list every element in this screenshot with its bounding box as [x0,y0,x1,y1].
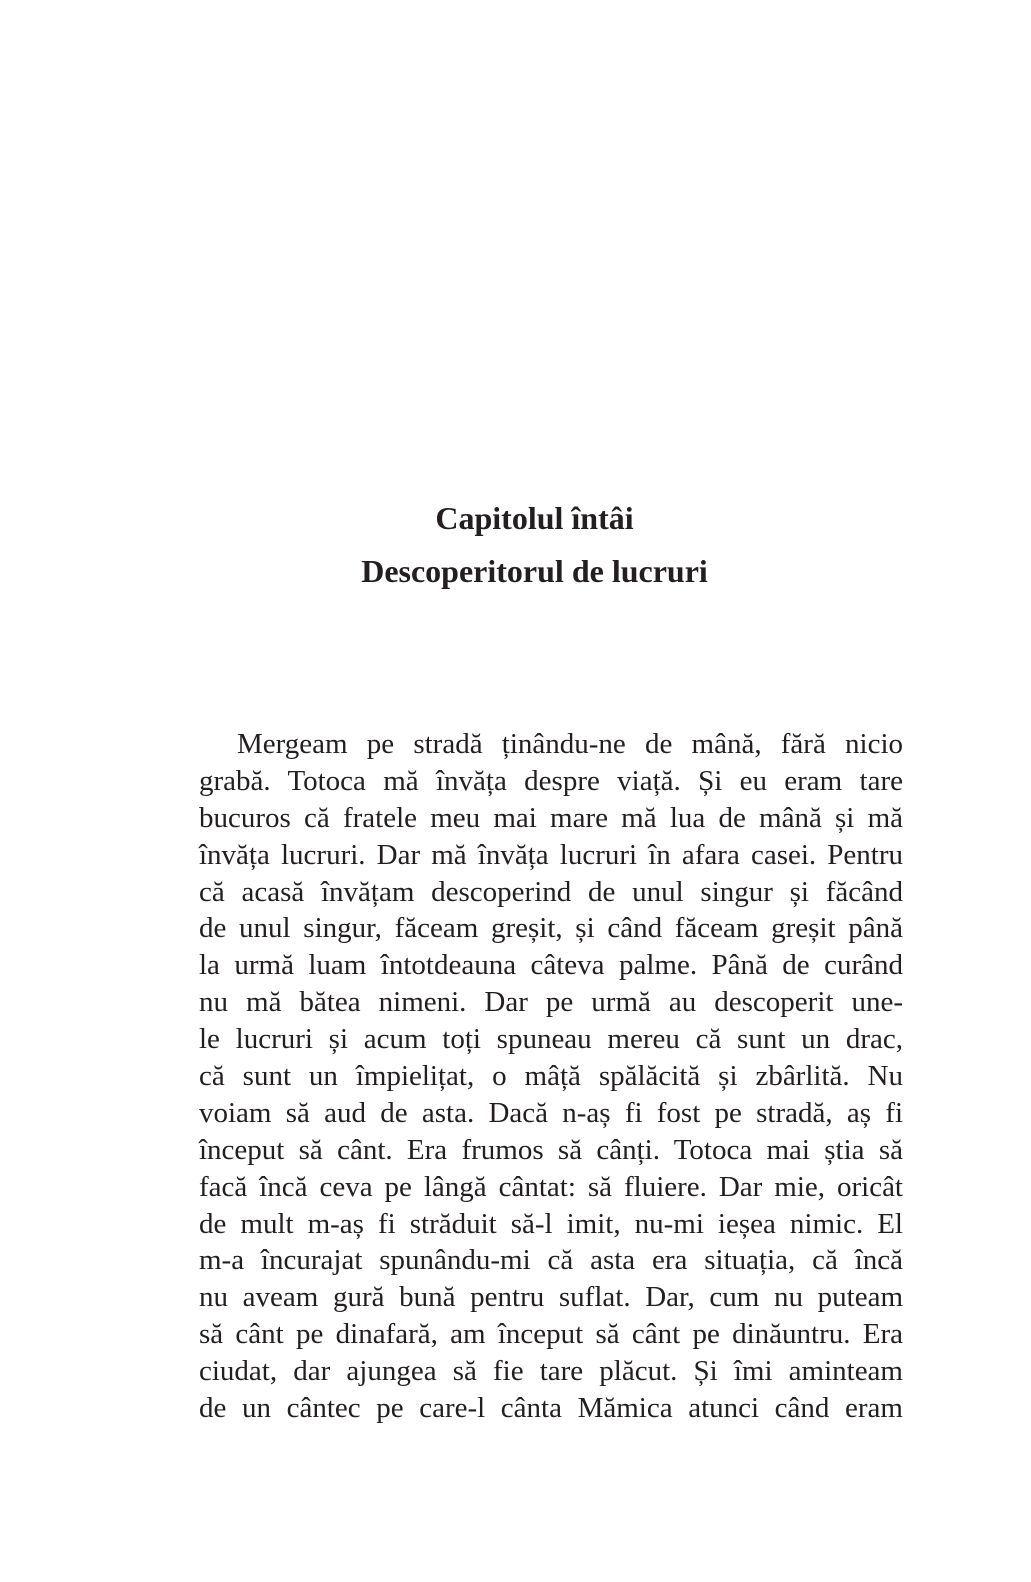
paragraph-line: nu aveam gură bună pentru suflat. Dar, cum nu puteam [199,1281,903,1314]
chapter-heading [0,496,1031,593]
paragraph-line: le lucruri și acum toți spuneau mereu că sunt un drac, [199,1023,903,1056]
paragraph-line: facă încă ceva pe lângă cântat: să fluiere. Dar mie, oricât [199,1170,903,1203]
paragraph-line: de un cântec pe care-l cânta Mămica atunci când eram [199,1392,903,1425]
paragraph-line: m-a încurajat spunându-mi că asta era situația, că încă [199,1244,903,1277]
paragraph-line: de mult m-aș fi străduit să-l imit, nu-mi ieșea nimic. El [199,1207,903,1240]
paragraph-line: învăța lucruri. Dar mă învăța lucruri în afara casei. Pentru [199,838,903,871]
paragraph-line: voiam să aud de asta. Dacă n-aș fi fost pe stradă, aș fi [199,1096,903,1129]
paragraph-line: să cânt pe dinafară, am început să cânt pe dinăuntru. Era [199,1318,903,1351]
paragraph-line: început să cânt. Era frumos să cânți. Totoca mai știa să [199,1133,903,1166]
paragraph-line: ciudat, dar ajungea să fie tare plăcut. Și îmi aminteam [199,1355,903,1388]
paragraph-line: grabă. Totoca mă învăța despre viață. Și eu eram tare [199,764,903,797]
chapter-paragraph [199,726,903,1427]
paragraph-line: bucuros că fratele meu mai mare mă lua de mână și mă [199,801,903,834]
paragraph-line: că acasă învățam descoperind de unul singur și făcând [199,875,903,908]
chapter-number: Capitolul întâi [435,500,634,536]
paragraph-line: că sunt un împielițat, o mâță spălăcită și zbârlită. Nu [199,1060,903,1093]
paragraph-line: nu mă bătea nimeni. Dar pe urmă au descoperit une- [199,986,903,1019]
paragraph-line: de unul singur, făceam greșit, și când făceam greșit până [199,912,903,945]
paragraph-line: Mergeam pe stradă ținându-ne de mână, fără nicio [237,728,903,760]
chapter-title: Descoperitorul de lucruri [361,553,708,589]
paragraph-line: la urmă luam întotdeauna câteva palme. Până de curând [199,949,903,982]
